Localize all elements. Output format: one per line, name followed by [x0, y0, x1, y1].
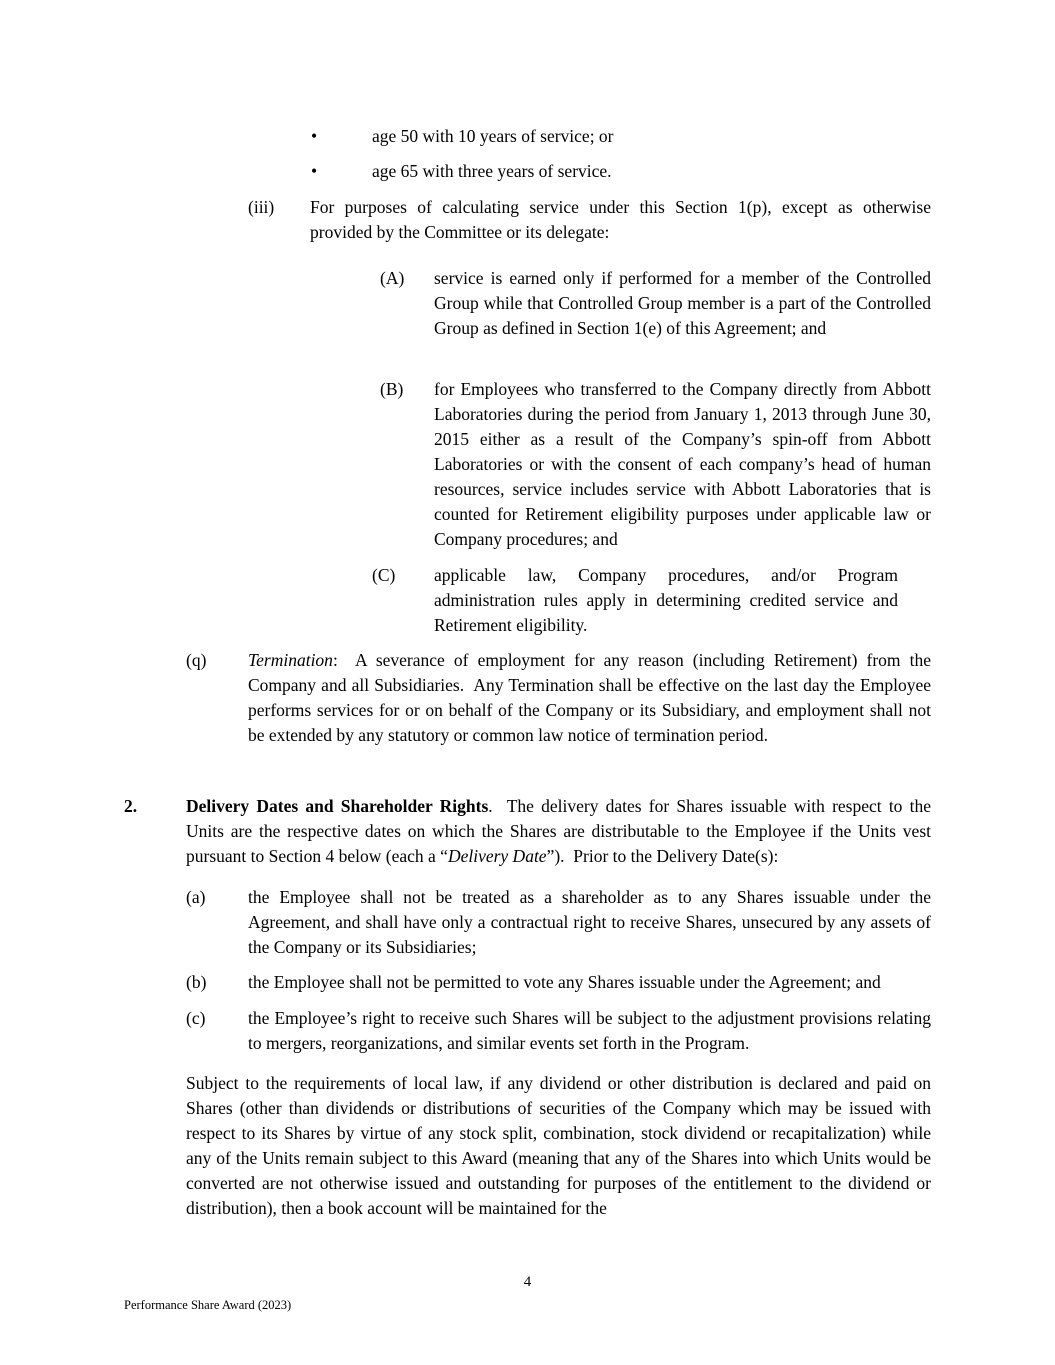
defined-term-delivery-date: Delivery Date — [447, 846, 547, 866]
page-number: 4 — [523, 1274, 532, 1290]
sub-clause-text-c: applicable law, Company procedures, and/or Program administration rules apply in determining credited service and Retirement eligibility. — [434, 565, 898, 635]
clause-label-b: (b) — [186, 972, 207, 992]
sub-clause-label-c: (C) — [372, 565, 396, 585]
section-heading: Delivery Dates and Shareholder Rights — [186, 796, 489, 816]
term-colon: : — [332, 650, 338, 670]
bullet-marker: • — [311, 126, 318, 146]
clause-text-a: the Employee shall not be treated as a shareholder as to any Shares issuable under the Agreement, and shall have only a contractual right to receive Shares, unsecured by any assets of the Company or its Subsidiaries; — [248, 887, 931, 957]
sub-clause-label-b: (B) — [380, 379, 404, 399]
section-number: 2. — [124, 796, 138, 816]
section-2-text-after: ”). Prior to the Delivery Date(s): — [546, 846, 779, 866]
termination-definition: A severance of employment for any reason (including Retirement) from the Company and all Subsidiaries. Any Termination shall be effective on the last day the Employee performs services for or on behalf of the Company or its Subsidiary, and employment shall not be extended by any statutory or common law notice of termination period. — [248, 650, 936, 745]
clause-label-a: (a) — [186, 887, 206, 907]
defined-term-termination: Termination — [248, 650, 333, 670]
dividend-paragraph: Subject to the requirements of local law, if any dividend or other distribution is declared and paid on Shares (other than dividends or distributions of securities of the Company which may be issued with respect to its Shares by virtue of any stock split, combination, stock dividend or recapitalization) while any of the Units remain subject to this Award (meaning that any of the Shares into which Units would be converted are not otherwise issued and outstanding for purposes of the entitlement to the dividend or distribution), then a book account will be maintained for the — [186, 1073, 931, 1218]
sub-clause-text-b: for Employees who transferred to the Company directly from Abbott Laboratories during the period from January 1, 2013 through June 30, 2015 either as a result of the Company’s spin-off from Abbott Laboratories or with the consent of each company’s head of human resources, service includes service with Abbott Laboratories that is counted for Retirement eligibility purposes under applicable law or Company procedures; and — [434, 379, 931, 549]
sub-clause-label-a: (A) — [380, 268, 405, 288]
clause-text-c: the Employee’s right to receive such Shares will be subject to the adjustment provisions relating to mergers, reorganizations, and similar events set forth in the Program. — [248, 1008, 931, 1053]
bullet-marker: • — [311, 161, 318, 181]
clause-text-q — [248, 648, 936, 748]
heading-period: . — [488, 796, 493, 816]
clause-label-c: (c) — [186, 1008, 206, 1028]
bullet-item-text: age 65 with three years of service. — [372, 161, 612, 181]
clause-label-iii: (iii) — [248, 197, 275, 217]
sub-clause-text-a: service is earned only if performed for a member of the Controlled Group while that Controlled Group member is a part of the Controlled Group as defined in Section 1(e) of this Agreement; and — [434, 268, 931, 338]
clause-text-iii: For purposes of calculating service under this Section 1(p), except as otherwise provided by the Committee or its delegate: — [310, 197, 931, 242]
section-2-paragraph — [186, 794, 936, 869]
document-footer: Performance Share Award (2023) — [124, 1298, 292, 1312]
bullet-item-text: age 50 with 10 years of service; or — [372, 126, 614, 146]
clause-label-q: (q) — [186, 650, 207, 670]
clause-text-b: the Employee shall not be permitted to vote any Shares issuable under the Agreement; and — [248, 972, 881, 992]
section-2-text-before: The delivery dates for Shares issuable with respect to the Units are the respective dates on which the Shares are distributable to the Employee if the Units vest pursuant to Section 4 below (each a “ — [186, 796, 936, 866]
